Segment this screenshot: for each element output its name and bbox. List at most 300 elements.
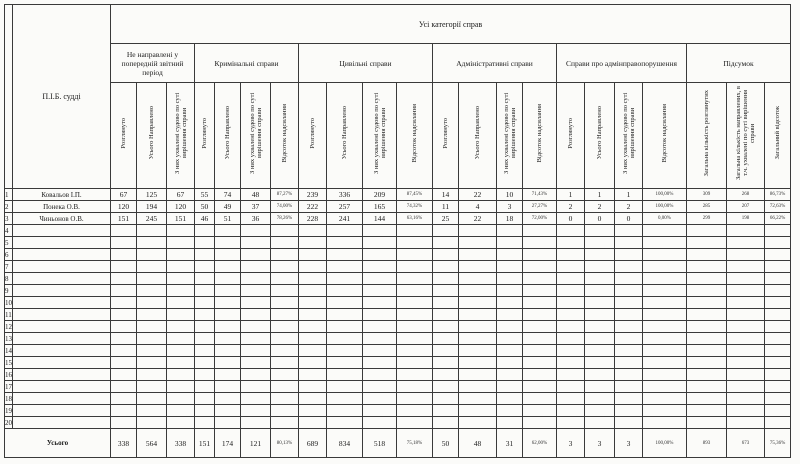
empty-cell [557, 237, 585, 249]
empty-cell [615, 321, 643, 333]
all-categories-header: Усі категорії справ [111, 5, 791, 44]
empty-cell [111, 309, 137, 321]
civ-value-2: 144 [363, 213, 397, 225]
empty-cell [327, 393, 363, 405]
group-adm-offenses-header: Справи про адмінправопорушення [557, 44, 687, 83]
empty-cell [557, 261, 585, 273]
row-number: 4 [5, 225, 13, 237]
empty-cell [585, 321, 615, 333]
empty-cell [615, 405, 643, 417]
empty-cell [765, 321, 791, 333]
empty-cell [557, 333, 585, 345]
empty-cell [643, 357, 687, 369]
empty-cell [167, 393, 195, 405]
table-row [5, 213, 791, 225]
empty-cell [585, 237, 615, 249]
empty-cell [459, 417, 497, 429]
total-sum-2: 75,36% [765, 429, 791, 458]
empty-cell [557, 357, 585, 369]
empty-cell [327, 333, 363, 345]
empty-cell [497, 417, 523, 429]
table-row-empty [5, 345, 791, 357]
empty-cell [299, 261, 327, 273]
adm-considered-header [433, 83, 459, 189]
empty-cell [111, 333, 137, 345]
adm-of-which-header-text: З них ухвалені судово по суті вирішення справи [502, 92, 517, 174]
empty-cell [497, 321, 523, 333]
empty-cell [363, 417, 397, 429]
empty-cell [215, 273, 241, 285]
prev-value-2: 67 [167, 189, 195, 201]
crim-value-1: 49 [215, 201, 241, 213]
empty-cell [271, 405, 299, 417]
total-civ-1: 834 [327, 429, 363, 458]
empty-cell [643, 369, 687, 381]
total-crim-1: 174 [215, 429, 241, 458]
empty-cell [327, 417, 363, 429]
civ-considered-header-text: Розглянуто [309, 117, 316, 149]
adm-value-0: 14 [433, 189, 459, 201]
empty-cell [727, 381, 765, 393]
empty-cell [363, 405, 397, 417]
crim-percent-header-text: Відсоток надсилання [281, 103, 288, 163]
empty-cell [523, 309, 557, 321]
empty-cell [241, 405, 271, 417]
empty-cell [111, 225, 137, 237]
empty-cell [687, 333, 727, 345]
civ-value-3: 74,32% [397, 201, 433, 213]
empty-cell [167, 297, 195, 309]
prev-value-2: 120 [167, 201, 195, 213]
group-administrative-header: Адміністративні справи [433, 44, 557, 83]
empty-cell [299, 417, 327, 429]
empty-cell [241, 249, 271, 261]
row-number: 10 [5, 298, 12, 307]
empty-cell [363, 345, 397, 357]
crim-value-2: 37 [241, 201, 271, 213]
empty-cell [363, 381, 397, 393]
empty-cell [271, 297, 299, 309]
empty-cell [167, 405, 195, 417]
adm-value-3: 27,27% [523, 201, 557, 213]
empty-cell [615, 297, 643, 309]
empty-cell [111, 249, 137, 261]
empty-cell [215, 261, 241, 273]
empty-cell [459, 237, 497, 249]
empty-cell [327, 357, 363, 369]
adm-considered-header-text: Розглянуто [442, 117, 449, 149]
empty-cell [397, 237, 433, 249]
adm-value-1: 22 [459, 213, 497, 225]
prev-sent-header-text: Усього Направлено [148, 106, 155, 160]
empty-cell [765, 333, 791, 345]
empty-cell [497, 357, 523, 369]
empty-cell [195, 333, 215, 345]
civ-value-1: 336 [327, 189, 363, 201]
empty-cell [271, 393, 299, 405]
empty-cell [195, 357, 215, 369]
empty-cell [271, 225, 299, 237]
empty-cell [687, 285, 727, 297]
empty-cell [195, 321, 215, 333]
empty-cell [433, 333, 459, 345]
table-row-empty [5, 405, 791, 417]
empty-cell [327, 225, 363, 237]
crim-value-1: 51 [215, 213, 241, 225]
total-label: Усього [5, 429, 111, 458]
adm-sent-header [459, 83, 497, 189]
total-crim-0: 151 [195, 429, 215, 458]
empty-cell [433, 321, 459, 333]
row-number: 16 [5, 370, 12, 379]
empty-cell [13, 333, 111, 345]
empty-cell [137, 273, 167, 285]
empty-cell [433, 369, 459, 381]
table-row-empty [5, 309, 791, 321]
empty-cell [727, 261, 765, 273]
empty-cell [299, 405, 327, 417]
empty-cell [585, 285, 615, 297]
empty-cell [433, 405, 459, 417]
empty-cell [271, 369, 299, 381]
empty-cell [523, 345, 557, 357]
total-prev-2: 338 [167, 429, 195, 458]
empty-cell [643, 321, 687, 333]
table-row [5, 201, 791, 213]
empty-cell [137, 369, 167, 381]
empty-cell [585, 333, 615, 345]
empty-cell [195, 249, 215, 261]
crim-value-3: 78,26% [271, 213, 299, 225]
empty-cell [727, 297, 765, 309]
empty-cell [765, 345, 791, 357]
prev-value-0: 67 [111, 189, 137, 201]
empty-cell [271, 261, 299, 273]
empty-cell [397, 321, 433, 333]
crim-considered-header-text: Розглянуто [201, 117, 208, 149]
empty-cell [765, 393, 791, 405]
empty-cell [363, 393, 397, 405]
empty-cell [433, 381, 459, 393]
sum-considered-header-text: Загальна кількість розглянутих [703, 89, 710, 177]
empty-cell [327, 345, 363, 357]
empty-cell [111, 381, 137, 393]
empty-cell [397, 357, 433, 369]
ap-value-3: 100,00% [643, 189, 687, 201]
civ-value-3: 63,16% [397, 213, 433, 225]
empty-cell [687, 381, 727, 393]
empty-cell [557, 273, 585, 285]
adm-sent-header-text: Усього Направлено [474, 106, 481, 160]
empty-cell [523, 393, 557, 405]
table-row-empty [5, 381, 791, 393]
empty-cell [363, 237, 397, 249]
empty-cell [327, 237, 363, 249]
empty-cell [241, 357, 271, 369]
empty-cell [137, 261, 167, 273]
empty-cell [765, 405, 791, 417]
empty-cell [497, 345, 523, 357]
empty-cell [643, 237, 687, 249]
empty-cell [397, 417, 433, 429]
empty-cell [459, 405, 497, 417]
empty-cell [327, 309, 363, 321]
empty-cell [643, 393, 687, 405]
empty-cell [459, 297, 497, 309]
empty-cell [643, 249, 687, 261]
crim-value-0: 46 [195, 213, 215, 225]
empty-cell [557, 297, 585, 309]
empty-cell [271, 309, 299, 321]
empty-cell [615, 237, 643, 249]
empty-cell [111, 357, 137, 369]
sum-value-2: 72,63% [765, 201, 791, 213]
total-adm-2: 31 [497, 429, 523, 458]
table-row-empty [5, 333, 791, 345]
prev-value-2: 151 [167, 213, 195, 225]
empty-cell [241, 369, 271, 381]
total-adm-1: 48 [459, 429, 497, 458]
empty-cell [497, 309, 523, 321]
empty-cell [299, 285, 327, 297]
empty-cell [433, 297, 459, 309]
row-number: 15 [5, 358, 12, 367]
total-ap-1: 3 [585, 429, 615, 458]
empty-cell [585, 357, 615, 369]
prev-considered-header-text: Розглянуто [120, 117, 127, 149]
crim-value-0: 50 [195, 201, 215, 213]
empty-cell [195, 381, 215, 393]
empty-cell [687, 393, 727, 405]
empty-cell [397, 381, 433, 393]
ap-value-3: 100,00% [643, 201, 687, 213]
adm-value-3: 71,43% [523, 189, 557, 201]
crim-value-3: 87,27% [271, 189, 299, 201]
empty-cell [327, 273, 363, 285]
empty-cell [615, 393, 643, 405]
prev-value-0: 151 [111, 213, 137, 225]
empty-cell [687, 309, 727, 321]
ap-percent-header [643, 83, 687, 189]
empty-cell [765, 357, 791, 369]
empty-cell [557, 381, 585, 393]
total-adm-3: 62,00% [523, 429, 557, 458]
ap-value-2: 0 [615, 213, 643, 225]
empty-cell [643, 417, 687, 429]
empty-cell [765, 369, 791, 381]
empty-cell [615, 369, 643, 381]
empty-cell [195, 285, 215, 297]
table-row-empty [5, 297, 791, 309]
sum-value-2: 66,22% [765, 213, 791, 225]
empty-cell [111, 345, 137, 357]
table-row-empty [5, 357, 791, 369]
empty-cell [167, 237, 195, 249]
empty-cell [241, 321, 271, 333]
group-not-sent-header: Не направлені у попередній звітний період [111, 44, 195, 83]
empty-cell [523, 405, 557, 417]
total-ap-2: 3 [615, 429, 643, 458]
empty-cell [13, 261, 111, 273]
empty-cell [523, 261, 557, 273]
row-number: 18 [5, 394, 12, 403]
empty-cell [271, 381, 299, 393]
empty-cell [137, 333, 167, 345]
empty-cell [433, 285, 459, 297]
empty-cell [727, 309, 765, 321]
empty-cell [13, 369, 111, 381]
empty-cell [433, 393, 459, 405]
empty-cell [241, 297, 271, 309]
empty-cell [557, 417, 585, 429]
empty-cell [13, 417, 111, 429]
empty-cell [727, 225, 765, 237]
total-adm-0: 50 [433, 429, 459, 458]
empty-cell [765, 273, 791, 285]
ap-value-1: 2 [585, 201, 615, 213]
row-number: 8 [5, 273, 13, 285]
empty-cell [643, 261, 687, 273]
empty-cell [557, 345, 585, 357]
empty-cell [13, 297, 111, 309]
row-number: 1 [5, 189, 13, 201]
empty-cell [765, 225, 791, 237]
total-ap-3: 100,00% [643, 429, 687, 458]
empty-cell [557, 285, 585, 297]
empty-cell [397, 345, 433, 357]
empty-cell [727, 249, 765, 261]
empty-cell [215, 381, 241, 393]
empty-cell [557, 225, 585, 237]
empty-cell [215, 405, 241, 417]
empty-cell [167, 345, 195, 357]
empty-cell [299, 249, 327, 261]
empty-cell [241, 225, 271, 237]
civ-of-which-header-text: З них ухвалені судово по суті вирішення справи [372, 92, 387, 174]
empty-cell [497, 297, 523, 309]
empty-cell [727, 405, 765, 417]
empty-cell [215, 357, 241, 369]
empty-cell [363, 333, 397, 345]
empty-cell [167, 333, 195, 345]
row-number: 7 [5, 261, 13, 273]
table-row [5, 189, 791, 201]
empty-cell [557, 369, 585, 381]
empty-cell [215, 309, 241, 321]
empty-cell [111, 369, 137, 381]
prev-of-which-header [167, 83, 195, 189]
empty-cell [111, 393, 137, 405]
row-number: 9 [5, 285, 13, 297]
empty-cell [137, 285, 167, 297]
empty-cell [643, 285, 687, 297]
crim-considered-header [195, 83, 215, 189]
row-number: 14 [5, 346, 12, 355]
crim-value-2: 48 [241, 189, 271, 201]
judge-name-header: П.І.Б. судді [13, 5, 111, 189]
civ-sent-header-text: Усього Направлено [341, 106, 348, 160]
total-sum-1: 673 [727, 429, 765, 458]
judge-name: Чиньонов О.В. [13, 213, 111, 225]
empty-cell [459, 369, 497, 381]
group-summary-header: Підсумок [687, 44, 791, 83]
empty-cell [615, 261, 643, 273]
judge-name: Ковальов І.П. [13, 189, 111, 201]
adm-value-3: 72,00% [523, 213, 557, 225]
empty-cell [13, 249, 111, 261]
ap-of-which-header [615, 83, 643, 189]
prev-value-1: 245 [137, 213, 167, 225]
empty-cell [523, 249, 557, 261]
empty-cell [643, 309, 687, 321]
adm-value-0: 25 [433, 213, 459, 225]
empty-cell [459, 333, 497, 345]
empty-cell [241, 273, 271, 285]
total-crim-3: 80,13% [271, 429, 299, 458]
civ-percent-header [397, 83, 433, 189]
empty-cell [397, 285, 433, 297]
empty-cell [363, 225, 397, 237]
empty-cell [215, 417, 241, 429]
empty-cell [523, 273, 557, 285]
empty-cell [687, 297, 727, 309]
empty-cell [585, 417, 615, 429]
empty-cell [687, 225, 727, 237]
empty-cell [363, 357, 397, 369]
empty-cell [167, 321, 195, 333]
empty-cell [459, 321, 497, 333]
sum-percent-header-text: Загальний відсоток [774, 106, 782, 160]
empty-cell [557, 309, 585, 321]
sum-sent-header [727, 83, 765, 189]
empty-cell [137, 309, 167, 321]
ap-value-1: 0 [585, 213, 615, 225]
empty-cell [363, 285, 397, 297]
empty-cell [215, 297, 241, 309]
empty-cell [459, 393, 497, 405]
crim-value-1: 74 [215, 189, 241, 201]
empty-cell [585, 309, 615, 321]
empty-cell [111, 417, 137, 429]
empty-cell [111, 237, 137, 249]
crim-of-which-header-text: З них ухвалені судово по суті вирішення справи [248, 92, 263, 174]
empty-cell [13, 225, 111, 237]
crim-sent-header [215, 83, 241, 189]
empty-cell [167, 381, 195, 393]
report-sheet [4, 4, 790, 456]
empty-cell [727, 333, 765, 345]
empty-cell [765, 381, 791, 393]
sum-value-2: 86,73% [765, 189, 791, 201]
prev-value-1: 125 [137, 189, 167, 201]
adm-percent-header [523, 83, 557, 189]
ap-value-3: 0,00% [643, 213, 687, 225]
empty-cell [363, 369, 397, 381]
empty-cell [643, 297, 687, 309]
empty-cell [327, 381, 363, 393]
prev-considered-header [111, 83, 137, 189]
empty-cell [433, 357, 459, 369]
adm-value-2: 18 [497, 213, 523, 225]
empty-cell [271, 321, 299, 333]
civ-sent-header [327, 83, 363, 189]
empty-cell [137, 225, 167, 237]
ap-value-0: 1 [557, 189, 585, 201]
empty-cell [615, 225, 643, 237]
empty-cell [727, 345, 765, 357]
sum-value-1: 268 [727, 189, 765, 201]
total-civ-2: 518 [363, 429, 397, 458]
